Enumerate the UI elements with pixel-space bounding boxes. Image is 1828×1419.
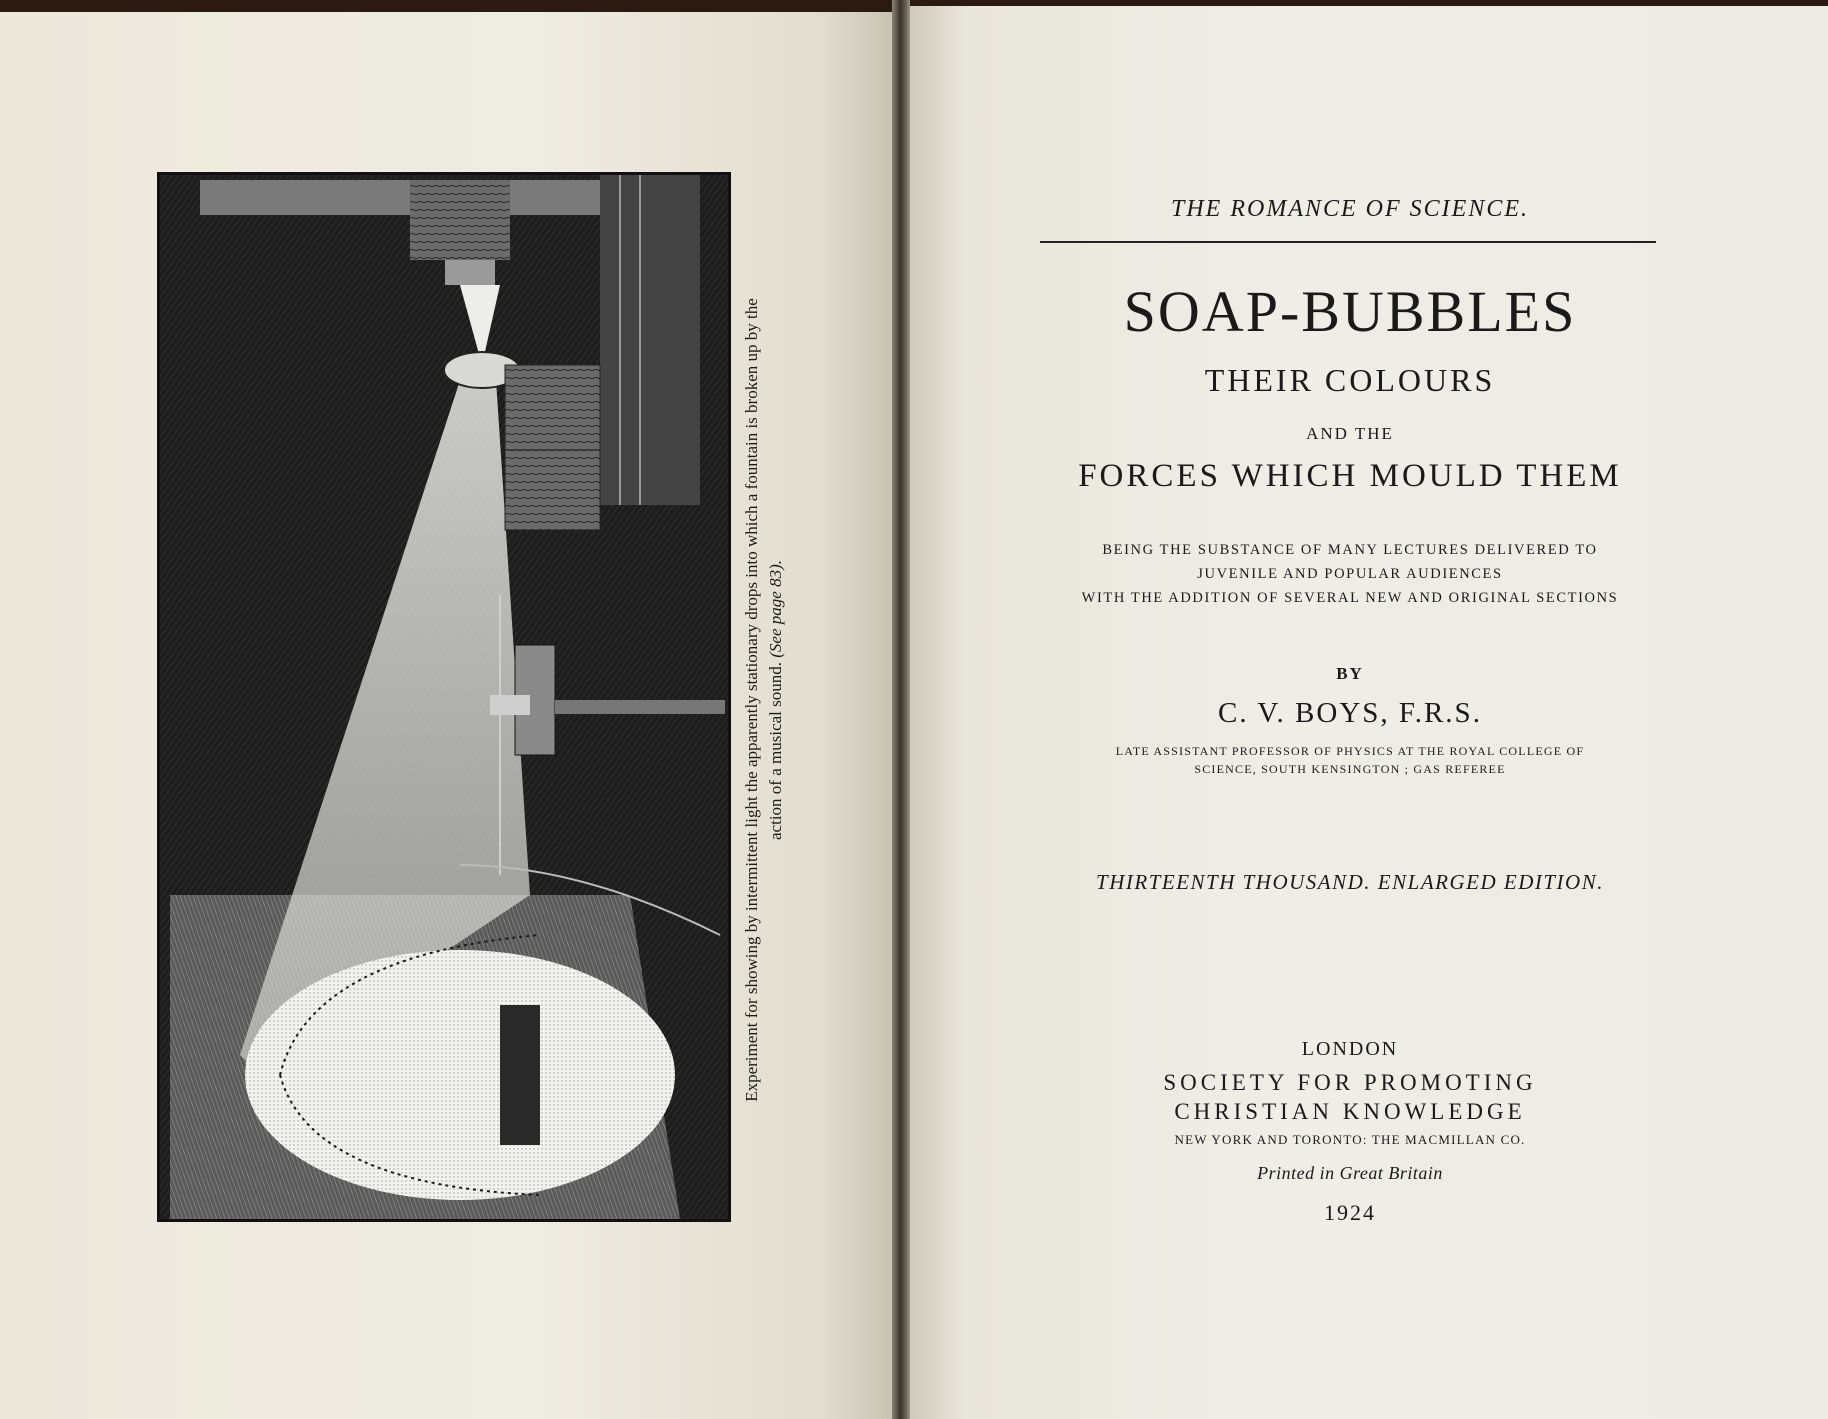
author-name: C. V. BOYS, F.R.S. [1218,697,1482,729]
engraving-illustration [160,175,728,1219]
series-title: THE ROMANCE OF SCIENCE. [1171,196,1529,222]
description-line: BEING THE SUBSTANCE OF MANY LECTURES DELIVERED TO [1102,542,1598,558]
caption-line-1: Experiment for showing by intermittent light the apparently stationary drops into which a fountain is broken up by the [742,298,761,1102]
subtitle-line-2: FORCES WHICH MOULD THEM [1078,458,1622,494]
credentials-line: SCIENCE, SOUTH KENSINGTON ; GAS REFEREE [1194,762,1506,776]
publisher-name [1040,1068,1660,1126]
subtitle-line-1: THEIR COLOURS [1204,362,1496,398]
title-rule [1040,241,1656,243]
distributor-line: NEW YORK AND TORONTO: THE MACMILLAN CO. [1174,1132,1526,1147]
author-credentials [1040,742,1660,778]
credentials-line: LATE ASSISTANT PROFESSOR OF PHYSICS AT THE ROYAL COLLEGE OF [1115,744,1585,758]
publication-city: LONDON [1301,1038,1399,1060]
subtitle-connector: AND THE [1306,424,1394,443]
caption-line-2 [764,220,788,1180]
frontispiece-engraving [157,172,731,1222]
description-line: JUVENILE AND POPULAR AUDIENCES [1197,566,1503,582]
book-title: SOAP-BUBBLES [1123,279,1577,344]
publisher-line: SOCIETY FOR PROMOTING [1163,1070,1537,1095]
description-line: WITH THE ADDITION OF SEVERAL NEW AND ORIGINAL SECTIONS [1081,590,1619,606]
caption-line-2-main: action of a musical sound. [766,661,785,840]
publisher-line: CHRISTIAN KNOWLEDGE [1174,1099,1526,1124]
book-description [1040,538,1660,610]
book-gutter [892,0,910,1419]
printed-note: Printed in Great Britain [1257,1163,1443,1183]
publication-year: 1924 [1324,1200,1376,1225]
edition-note: THIRTEENTH THOUSAND. ENLARGED EDITION. [1096,870,1604,894]
caption-page-reference: (See page 83). [766,560,785,658]
by-label: BY [1336,664,1364,683]
